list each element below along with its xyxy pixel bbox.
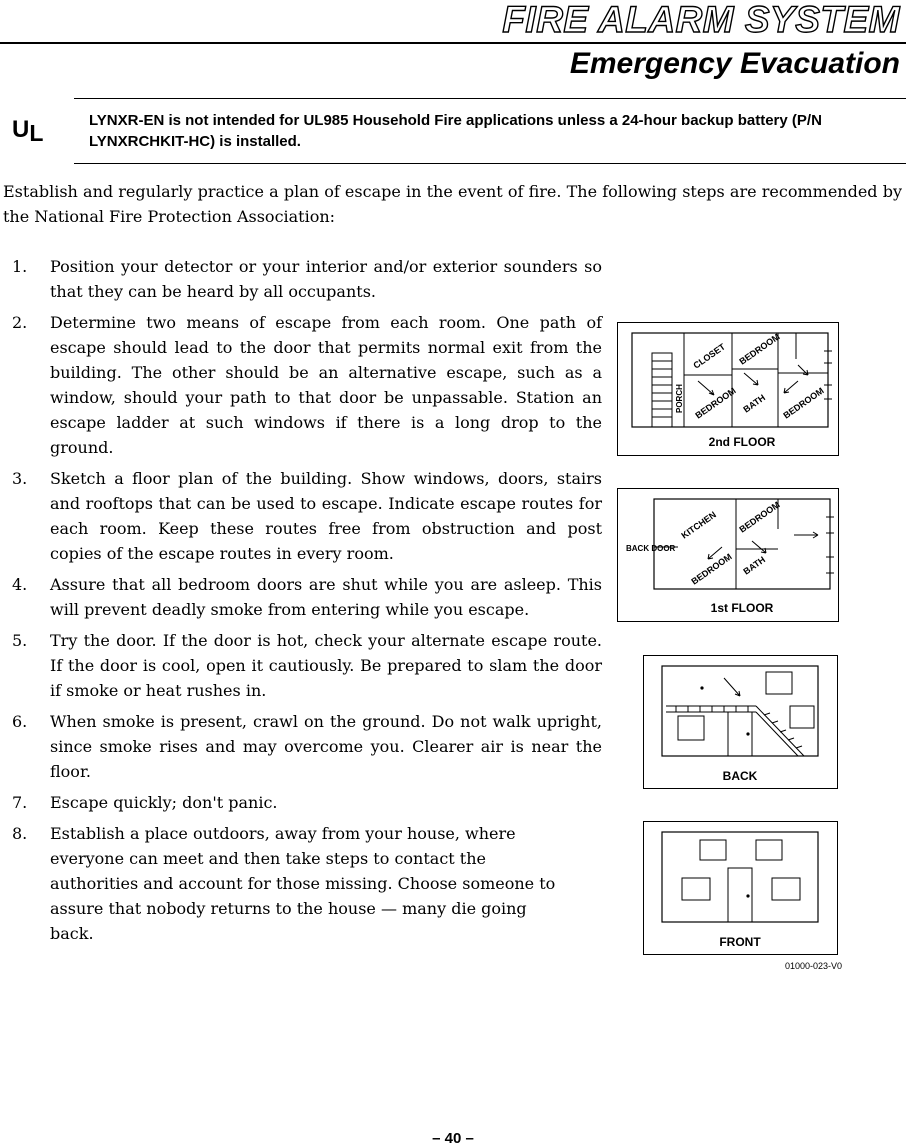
room-label-closet: CLOSET — [691, 341, 728, 371]
ul-logo-l: L — [29, 120, 44, 146]
detector-dot — [700, 686, 703, 689]
step-item — [0, 628, 602, 703]
step-text: Position your detector or your interior and/or exterior sounders so that they can be heard by all occupants. — [50, 257, 602, 301]
ul-notice — [0, 98, 906, 164]
step-number: 8. — [12, 824, 28, 843]
first-floor-plan-drawing — [618, 489, 838, 621]
step-item — [0, 310, 602, 460]
front-elevation — [643, 821, 838, 955]
front-elevation-drawing — [644, 822, 837, 954]
step-item — [0, 466, 602, 566]
room-label-bedroom: BEDROOM — [781, 385, 826, 421]
house-outline — [632, 333, 828, 427]
ul-notice-text: LYNXR-EN is not intended for UL985 Household Fire applications unless a 24-hour backup battery (P/N LYNXRCHKIT-HC) is installed. — [89, 112, 822, 150]
intro-paragraph: Establish and regularly practice a plan of escape in the event of fire. The following steps are recommended by the National Fire Protection Association: — [3, 182, 902, 226]
back-elevation-drawing — [644, 656, 837, 788]
second-floor-plan-drawing — [618, 323, 838, 455]
step-number: 5. — [12, 631, 28, 650]
door-knob — [746, 732, 749, 735]
step-item — [0, 821, 602, 946]
room-label-back-door: BACK DOOR — [626, 544, 676, 553]
step-text: Sketch a floor plan of the building. Show windows, doors, stairs and rooftops that can be used to escape. Indicate escape routes for each room. Keep these routes free from obstruction and post copies of the escape routes in every room. — [50, 469, 602, 563]
step-text: Determine two means of escape from each room. One path of escape should lead to the door that permits normal exit from the building. The other should be an alternative escape, such as a window, should your path to that door be unpassable. Station an escape ladder at such windows if there is a long drop to the ground. — [50, 313, 602, 457]
ul-logo-u: U — [12, 116, 30, 143]
windows — [682, 840, 800, 900]
step-number: 7. — [12, 793, 28, 812]
room-label-bedroom: BEDROOM — [737, 499, 782, 535]
step-number: 6. — [12, 712, 28, 731]
door-knob — [746, 894, 749, 897]
room-label-bath: BATH — [741, 554, 768, 577]
step-item — [0, 572, 602, 622]
exterior-stairs — [666, 706, 804, 756]
page-subtitle: Emergency Evacuation — [569, 47, 900, 80]
second-floor-plan — [617, 322, 839, 456]
page-title: FIRE ALARM SYSTEM — [502, 0, 900, 40]
house-outline — [654, 499, 830, 589]
step-text: Escape quickly; don't panic. — [50, 793, 278, 812]
room-label-bedroom: BEDROOM — [693, 385, 738, 421]
ul-rule-top — [74, 98, 906, 99]
house-outline — [662, 666, 818, 756]
room-label-bedroom: BEDROOM — [689, 551, 734, 587]
step-number: 2. — [12, 313, 28, 332]
escape-arrow — [724, 678, 740, 696]
step-item — [0, 254, 602, 304]
diagram-caption: 1st FLOOR — [710, 601, 774, 615]
room-label-bedroom: BEDROOM — [737, 331, 782, 367]
back-elevation — [643, 655, 838, 789]
room-label-porch: PORCH — [675, 384, 684, 413]
step-number: 3. — [12, 469, 28, 488]
page-number: – 40 – — [432, 1130, 474, 1147]
figure-code: 01000-023-V0 — [785, 961, 843, 971]
step-text: Establish a place outdoors, away from your house, where everyone can meet and then take steps to contact the authorities and account for those missing. Choose someone to assure that nobody returns to the house — many die going back. — [50, 824, 556, 943]
ul-logo — [12, 115, 43, 144]
step-text: Try the door. If the door is hot, check your alternate escape route. If the door is cool, open it cautiously. Be prepared to slam the door if smoke or heat rushes in. — [50, 631, 602, 700]
room-label-kitchen: KITCHEN — [679, 509, 718, 541]
step-text: When smoke is present, crawl on the ground. Do not walk upright, since smoke rises and may overcome you. Clearer air is near the floor. — [50, 712, 602, 781]
evacuation-steps — [0, 254, 602, 952]
room-label-bath: BATH — [741, 392, 768, 415]
porch-stairs — [652, 353, 672, 427]
ul-rule-bottom — [74, 163, 906, 164]
step-item — [0, 709, 602, 784]
step-text: Assure that all bedroom doors are shut while you are asleep. This will prevent deadly smoke from entering while you escape. — [50, 575, 602, 619]
house-outline — [662, 832, 818, 922]
diagram-caption: 2nd FLOOR — [708, 435, 776, 449]
step-number: 4. — [12, 575, 28, 594]
first-floor-plan — [617, 488, 839, 622]
step-item — [0, 790, 602, 815]
diagram-caption: FRONT — [719, 935, 761, 949]
diagram-caption: BACK — [722, 769, 758, 783]
step-number: 1. — [12, 257, 28, 276]
